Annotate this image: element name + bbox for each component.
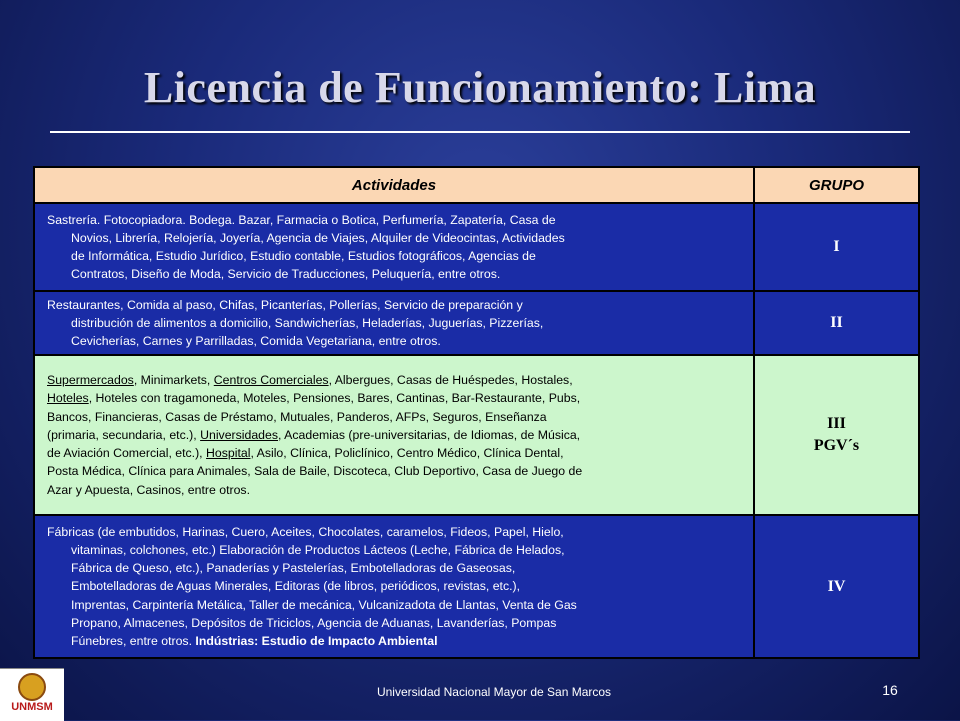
activity-text: Fúnebres, entre otros. — [71, 634, 196, 648]
highlighted-activity: Centros Comerciales — [213, 373, 329, 388]
footer-text: Universidad Nacional Mayor de San Marcos — [376, 685, 612, 699]
activity-text: Contratos, Diseño de Moda, Servicio de Traducciones, Peluquería, entre otros. — [71, 267, 501, 282]
activity-line — [47, 614, 743, 632]
activity-text: Azar y Apuesta, Casinos, entre otros. — [47, 482, 251, 497]
activity-text: Posta Médica, Clínica para Animales, Sala de Baile, Discoteca, Club Deportivo, Casa de Juego de — [47, 464, 583, 479]
activity-text: Restaurantes, Comida al paso, Chifas, Picanterías, Pollerías, Servicio de preparación y — [47, 297, 523, 312]
activity-line — [47, 577, 743, 595]
activities-cell — [34, 355, 754, 515]
activity-line — [47, 247, 743, 265]
slide-title: Licencia de Funcionamiento: Lima — [143, 63, 817, 112]
activity-line — [47, 389, 743, 407]
activity-line — [47, 426, 743, 444]
activity-line — [47, 229, 743, 247]
activity-line — [47, 523, 743, 541]
activities-cell — [34, 291, 754, 355]
activities-table — [33, 166, 920, 659]
group-cell — [754, 355, 919, 515]
activity-line — [47, 265, 743, 283]
highlighted-activity: Hospital — [206, 446, 251, 461]
activity-text: Fábrica de Queso, etc.), Panaderías y Pastelerías, Embotelladoras de Gaseosas, — [71, 561, 516, 576]
activity-text: , Minimarkets, — [133, 373, 214, 388]
activity-text: Novios, Librería, Relojería, Joyería, Agencia de Viajes, Alquiler de Videocintas, Actividades — [71, 230, 565, 245]
group-cell — [754, 515, 919, 658]
activity-line — [47, 371, 743, 389]
impact-note: Indústrias: Estudio de Impacto Ambiental — [195, 634, 438, 648]
activity-text: Propano, Almacenes, Depósitos de Triciclos, Agencia de Aduanas, Lavanderías, Pompas — [71, 615, 557, 630]
header-activities: Actividades — [34, 167, 754, 203]
activity-line — [47, 314, 743, 332]
highlighted-activity: Supermercados — [47, 373, 134, 388]
activities-cell — [34, 203, 754, 291]
table-row — [34, 355, 919, 515]
activity-line — [47, 481, 743, 499]
activity-text: de Informática, Estudio Jurídico, Estudio contable, Estudios fotográficos, Agencias de — [71, 249, 536, 263]
activity-text: Bancos, Financieras, Casas de Préstamo, Mutuales, Panderos, AFPs, Seguros, Enseñanza — [47, 409, 547, 424]
highlighted-activity: Universidades — [200, 427, 279, 442]
group-label: PGV´s — [813, 437, 860, 454]
activity-line — [47, 408, 743, 426]
group-label: I — [833, 238, 840, 255]
activity-line — [47, 444, 743, 462]
activity-text: , Hoteles con tragamoneda, Moteles, Pensiones, Bares, Cantinas, Bar-Restaurante, Pubs, — [88, 391, 581, 406]
activity-text: Fábricas (de embutidos, Harinas, Cuero, Aceites, Chocolates, caramelos, Fideos, Papel, Hielo, — [47, 524, 564, 539]
title-underline — [50, 131, 910, 133]
logo-text: UNMSM — [11, 701, 53, 713]
activity-line — [47, 462, 743, 480]
activity-text: Imprentas, Carpintería Metálica, Taller de mecánica, Vulcanizadota de Llantas, Venta de Gas — [71, 597, 577, 612]
activity-text: (primaria, secundaria, etc.), — [47, 427, 201, 442]
activity-text: Cevicherías, Carnes y Parrilladas, Comida Vegetariana, entre otros. — [71, 334, 441, 349]
activity-line — [47, 632, 743, 650]
activity-text: , Academias (pre-universitarias, de Idiomas, de Música, — [278, 427, 581, 442]
highlighted-activity: Hoteles — [47, 391, 89, 406]
activity-line — [47, 296, 743, 314]
table-row — [34, 203, 919, 291]
activity-text: vitaminas, colchones, etc.) Elaboración de Productos Lácteos (Leche, Fábrica de Helados, — [71, 542, 565, 557]
activity-text: Sastrería. Fotocopiadora. Bodega. Bazar, Farmacia o Botica, Perfumería, Zapatería, Casa de — [47, 212, 556, 227]
activity-text: , Asilo, Clínica, Policlínico, Centro Médico, Clínica Dental, — [250, 446, 564, 461]
header-group: GRUPO — [754, 167, 919, 203]
activity-line — [47, 596, 743, 614]
activity-text: distribución de alimentos a domicilio, Sandwicherías, Heladerías, Juguerías, Pizzerías, — [71, 315, 544, 330]
activity-line — [47, 541, 743, 559]
activity-line — [47, 559, 743, 577]
table-row — [34, 291, 919, 355]
activity-line — [47, 211, 743, 229]
activities-cell — [34, 515, 754, 658]
group-label: II — [830, 314, 843, 331]
activity-line — [47, 332, 743, 350]
group-cell — [754, 291, 919, 355]
activity-text: Embotelladoras de Aguas Minerales, Editoras (de libros, periódicos, revistas, etc.), — [71, 579, 521, 594]
activity-text: de Aviación Comercial, etc.), — [47, 446, 207, 461]
page-number: 16 — [882, 682, 898, 698]
group-label: IV — [827, 577, 846, 595]
table-row — [34, 515, 919, 658]
group-cell — [754, 203, 919, 291]
activity-text: , Albergues, Casas de Huéspedes, Hostales, — [328, 373, 573, 388]
group-label: III — [827, 415, 846, 432]
